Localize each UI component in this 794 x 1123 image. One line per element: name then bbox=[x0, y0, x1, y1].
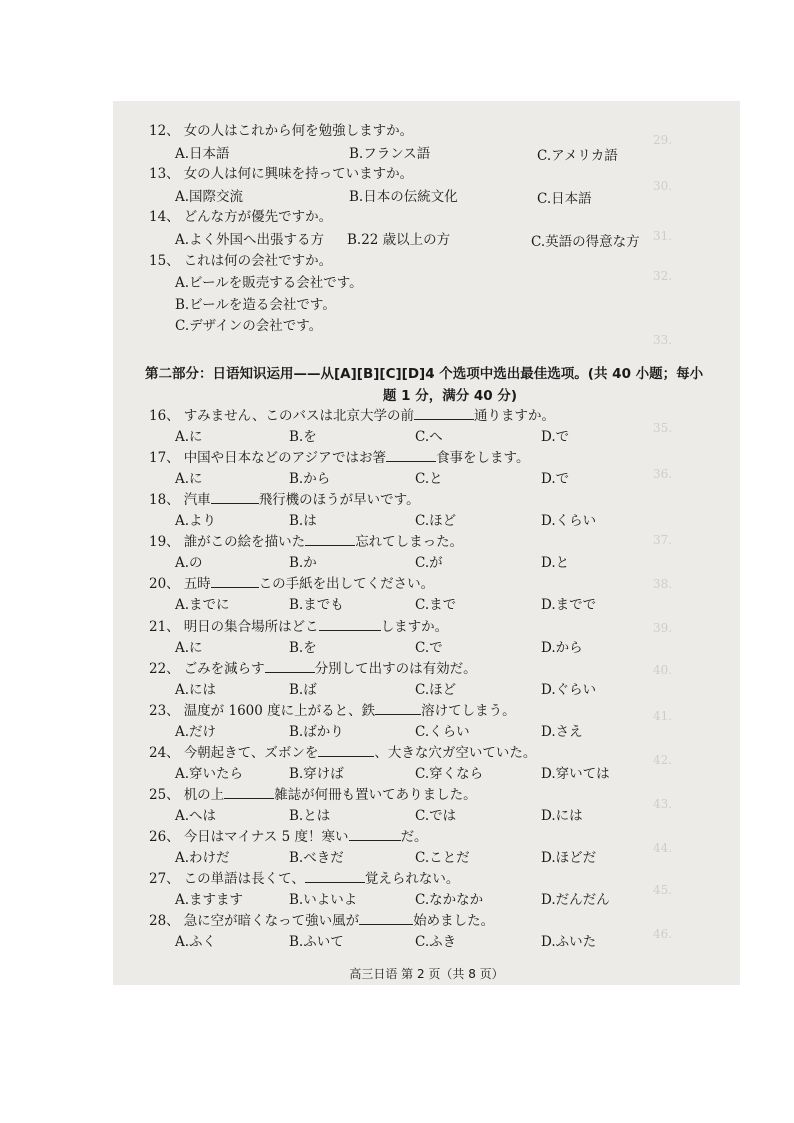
section-heading-line2: 题 1 分，满分 40 分) bbox=[382, 388, 518, 404]
show-through-text: 39. bbox=[653, 621, 673, 635]
question-23 bbox=[149, 702, 516, 719]
option-d: D.で bbox=[541, 471, 570, 487]
question-text-after: 覚えられない。 bbox=[364, 871, 460, 887]
question-18 bbox=[149, 491, 420, 508]
option-b: B.いよいよ bbox=[289, 892, 358, 908]
show-through-text: 42. bbox=[653, 753, 673, 767]
question-number: 16、 bbox=[149, 408, 180, 424]
option-c: C.では bbox=[415, 808, 457, 824]
question-text-before: 明日の集合場所はどこ bbox=[183, 619, 319, 635]
question-text-before: 今朝起きて、ズボンを bbox=[183, 745, 319, 761]
option-b: B.ビールを造る会社です。 bbox=[175, 297, 336, 313]
question-21 bbox=[149, 618, 448, 635]
question-25 bbox=[149, 786, 477, 803]
question-text: 女の人はこれから何を勉強しますか。 bbox=[183, 123, 414, 139]
answer-blank bbox=[305, 533, 355, 546]
option-b: B.までも bbox=[289, 597, 344, 613]
question-24 bbox=[149, 744, 536, 761]
question-number: 27、 bbox=[149, 871, 180, 887]
exam-page bbox=[113, 101, 740, 985]
show-through-text: 37. bbox=[653, 533, 673, 547]
option-c: C.と bbox=[415, 471, 443, 487]
question-text-after: 分別して出すのは有効だ。 bbox=[314, 661, 477, 677]
question-text-after: 忘れてしまった。 bbox=[355, 534, 464, 550]
answer-blank bbox=[305, 870, 365, 883]
question-text-after: 飛行機のほうが早いです。 bbox=[258, 492, 420, 508]
option-c: C.英語の得意な方 bbox=[531, 234, 640, 250]
option-a: A.わけだ bbox=[175, 850, 230, 866]
show-through-text: 43. bbox=[653, 797, 673, 811]
question-number: 24、 bbox=[149, 745, 180, 761]
section-heading bbox=[145, 363, 715, 407]
show-through-text: 46. bbox=[653, 927, 673, 941]
option-d: D.さえ bbox=[541, 724, 583, 740]
option-c: C.まで bbox=[415, 597, 457, 613]
option-d: D.から bbox=[541, 640, 583, 656]
show-through-text: 45. bbox=[653, 883, 673, 897]
answer-blank bbox=[318, 744, 374, 757]
question-14 bbox=[149, 209, 332, 225]
option-b: B.とは bbox=[289, 808, 331, 824]
answer-blank bbox=[359, 912, 413, 925]
question-text-before: 机の上 bbox=[183, 787, 225, 803]
option-b: B.フランス語 bbox=[349, 146, 431, 162]
option-d: D.だんだん bbox=[541, 892, 610, 908]
option-a: A.ビールを販売する会社です。 bbox=[175, 275, 363, 291]
option-c: C.なかなか bbox=[415, 892, 484, 908]
question-text-before: この単語は長くて、 bbox=[183, 871, 305, 887]
question-22 bbox=[149, 660, 477, 677]
question-text-before: 五時 bbox=[183, 576, 211, 592]
option-c: C.ことだ bbox=[415, 850, 470, 866]
question-20 bbox=[149, 575, 434, 592]
question-13 bbox=[149, 166, 413, 182]
option-a: A.には bbox=[175, 682, 217, 698]
answer-blank bbox=[386, 449, 436, 462]
show-through-text: 38. bbox=[653, 577, 673, 591]
option-c: C.が bbox=[415, 555, 443, 571]
option-b: B.ふいて bbox=[289, 934, 344, 950]
show-through-text: 31. bbox=[653, 229, 673, 243]
answer-blank bbox=[414, 407, 474, 420]
question-text-before: 誰がこの絵を描いた bbox=[183, 534, 306, 550]
question-number: 14、 bbox=[149, 209, 180, 225]
show-through-text: 36. bbox=[653, 467, 673, 481]
option-a: A.に bbox=[175, 471, 203, 487]
answer-blank bbox=[375, 702, 421, 715]
page-footer: 高三日语 第 2 页（共 8 页） bbox=[349, 967, 504, 981]
option-d: D.には bbox=[541, 808, 583, 824]
show-through-text: 29. bbox=[653, 133, 673, 147]
question-number: 12、 bbox=[149, 123, 180, 139]
option-c: C.ほど bbox=[415, 513, 457, 529]
question-text-before: 温度が 1600 度に上がると、鉄 bbox=[183, 703, 376, 719]
option-c: C.くらい bbox=[415, 724, 470, 740]
show-through-text: 33. bbox=[653, 333, 673, 347]
question-text-before: 急に空が暗くなって強い風が bbox=[183, 913, 360, 929]
option-d: D.ふいた bbox=[541, 934, 597, 950]
option-a: A.までに bbox=[175, 597, 230, 613]
answer-blank bbox=[349, 828, 401, 841]
question-text-after: 通りますか。 bbox=[474, 408, 555, 424]
option-b: B.べきだ bbox=[289, 850, 344, 866]
show-through-text: 32. bbox=[653, 269, 673, 283]
option-b: B.か bbox=[289, 555, 317, 571]
option-d: D.までで bbox=[541, 597, 597, 613]
option-b: B.を bbox=[289, 429, 317, 445]
option-b: B.穿けば bbox=[289, 766, 344, 782]
question-number: 19、 bbox=[149, 534, 180, 550]
option-d: D.と bbox=[541, 555, 570, 571]
question-number: 26、 bbox=[149, 829, 180, 845]
question-text-after: だ。 bbox=[400, 829, 428, 845]
option-b: B.ばかり bbox=[289, 724, 344, 740]
question-text-after: 始めました。 bbox=[413, 913, 495, 929]
option-a: A.だけ bbox=[175, 724, 217, 740]
option-c: C.へ bbox=[415, 429, 443, 445]
question-12 bbox=[149, 123, 413, 139]
option-d: D.で bbox=[541, 429, 570, 445]
option-a: A.穿いたら bbox=[175, 766, 244, 782]
option-a: A.より bbox=[175, 513, 217, 529]
option-c: C.日本語 bbox=[537, 191, 592, 207]
show-through-text: 44. bbox=[653, 841, 673, 855]
answer-blank bbox=[319, 618, 381, 631]
question-28 bbox=[149, 912, 494, 929]
answer-blank bbox=[211, 491, 259, 504]
option-b: B.22 歳以上の方 bbox=[347, 232, 451, 248]
option-a: A.日本語 bbox=[175, 146, 230, 162]
option-b: B.は bbox=[289, 513, 317, 529]
option-d: D.ぐらい bbox=[541, 682, 597, 698]
option-c: C.ふき bbox=[415, 934, 457, 950]
question-17 bbox=[149, 449, 529, 466]
question-number: 22、 bbox=[149, 661, 180, 677]
option-a: A.に bbox=[175, 429, 203, 445]
question-19 bbox=[149, 533, 463, 550]
question-text-before: 汽車 bbox=[183, 492, 211, 508]
show-through-text: 35. bbox=[653, 421, 673, 435]
question-text-after: この手紙を出してください。 bbox=[258, 576, 435, 592]
option-a: A.の bbox=[175, 555, 203, 571]
question-number: 21、 bbox=[149, 619, 180, 635]
option-c: C.で bbox=[415, 640, 443, 656]
question-text-before: 中国や日本などのアジアではお箸 bbox=[183, 450, 387, 466]
option-b: B.日本の伝統文化 bbox=[349, 189, 458, 205]
question-text-after: 食事をします。 bbox=[436, 450, 530, 466]
question-number: 15、 bbox=[149, 253, 180, 269]
question-text-before: 今日はマイナス 5 度！寒い bbox=[183, 829, 349, 845]
option-a: A.に bbox=[175, 640, 203, 656]
option-a: A.よく外国へ出張する方 bbox=[175, 232, 325, 248]
option-b: B.から bbox=[289, 471, 331, 487]
option-c: C.ほど bbox=[415, 682, 457, 698]
section-heading-line1: 第二部分：日语知识运用——从[A][B][C][D]4 个选项中选出最佳选项。(共 40 小题；每小 bbox=[145, 366, 704, 382]
question-number: 17、 bbox=[149, 450, 180, 466]
option-d: D.ほどだ bbox=[541, 850, 597, 866]
question-16 bbox=[149, 407, 555, 424]
option-a: A.へは bbox=[175, 808, 217, 824]
question-number: 20、 bbox=[149, 576, 180, 592]
question-text: これは何の会社ですか。 bbox=[183, 253, 333, 269]
question-text-after: 溶けてしまう。 bbox=[421, 703, 516, 719]
question-text-after: 、大きな穴ガ空いていた。 bbox=[374, 745, 537, 761]
question-text-after: しますか。 bbox=[380, 619, 449, 635]
question-text: どんな方が優先ですか。 bbox=[183, 209, 333, 225]
question-number: 18、 bbox=[149, 492, 180, 508]
show-through-text: 40. bbox=[653, 663, 673, 677]
question-26 bbox=[149, 828, 428, 845]
option-d: D.穿いては bbox=[541, 766, 610, 782]
question-number: 28、 bbox=[149, 913, 180, 929]
option-d: D.くらい bbox=[541, 513, 597, 529]
option-c: C.デザインの会社です。 bbox=[175, 318, 323, 334]
option-a: A.国際交流 bbox=[175, 189, 244, 205]
option-b: B.を bbox=[289, 640, 317, 656]
question-text-after: 雑誌が何冊も置いてありました。 bbox=[274, 787, 477, 803]
question-text-before: すみません、このバスは北京大学の前 bbox=[183, 408, 414, 424]
answer-blank bbox=[211, 575, 259, 588]
answer-blank bbox=[224, 786, 274, 799]
option-c: C.穿くなら bbox=[415, 766, 484, 782]
question-number: 13、 bbox=[149, 166, 180, 182]
option-c: C.アメリカ語 bbox=[537, 148, 618, 164]
question-15 bbox=[149, 253, 332, 269]
option-a: A.ふく bbox=[175, 934, 217, 950]
option-b: B.ば bbox=[289, 682, 317, 698]
answer-blank bbox=[265, 660, 315, 673]
show-through-text: 41. bbox=[653, 709, 673, 723]
question-number: 25、 bbox=[149, 787, 180, 803]
option-a: A.ますます bbox=[175, 892, 244, 908]
show-through-text: 30. bbox=[653, 179, 673, 193]
question-text-before: ごみを減らす bbox=[183, 661, 265, 677]
question-number: 23、 bbox=[149, 703, 180, 719]
question-27 bbox=[149, 870, 459, 887]
question-text: 女の人は何に興味を持っていますか。 bbox=[183, 166, 414, 182]
